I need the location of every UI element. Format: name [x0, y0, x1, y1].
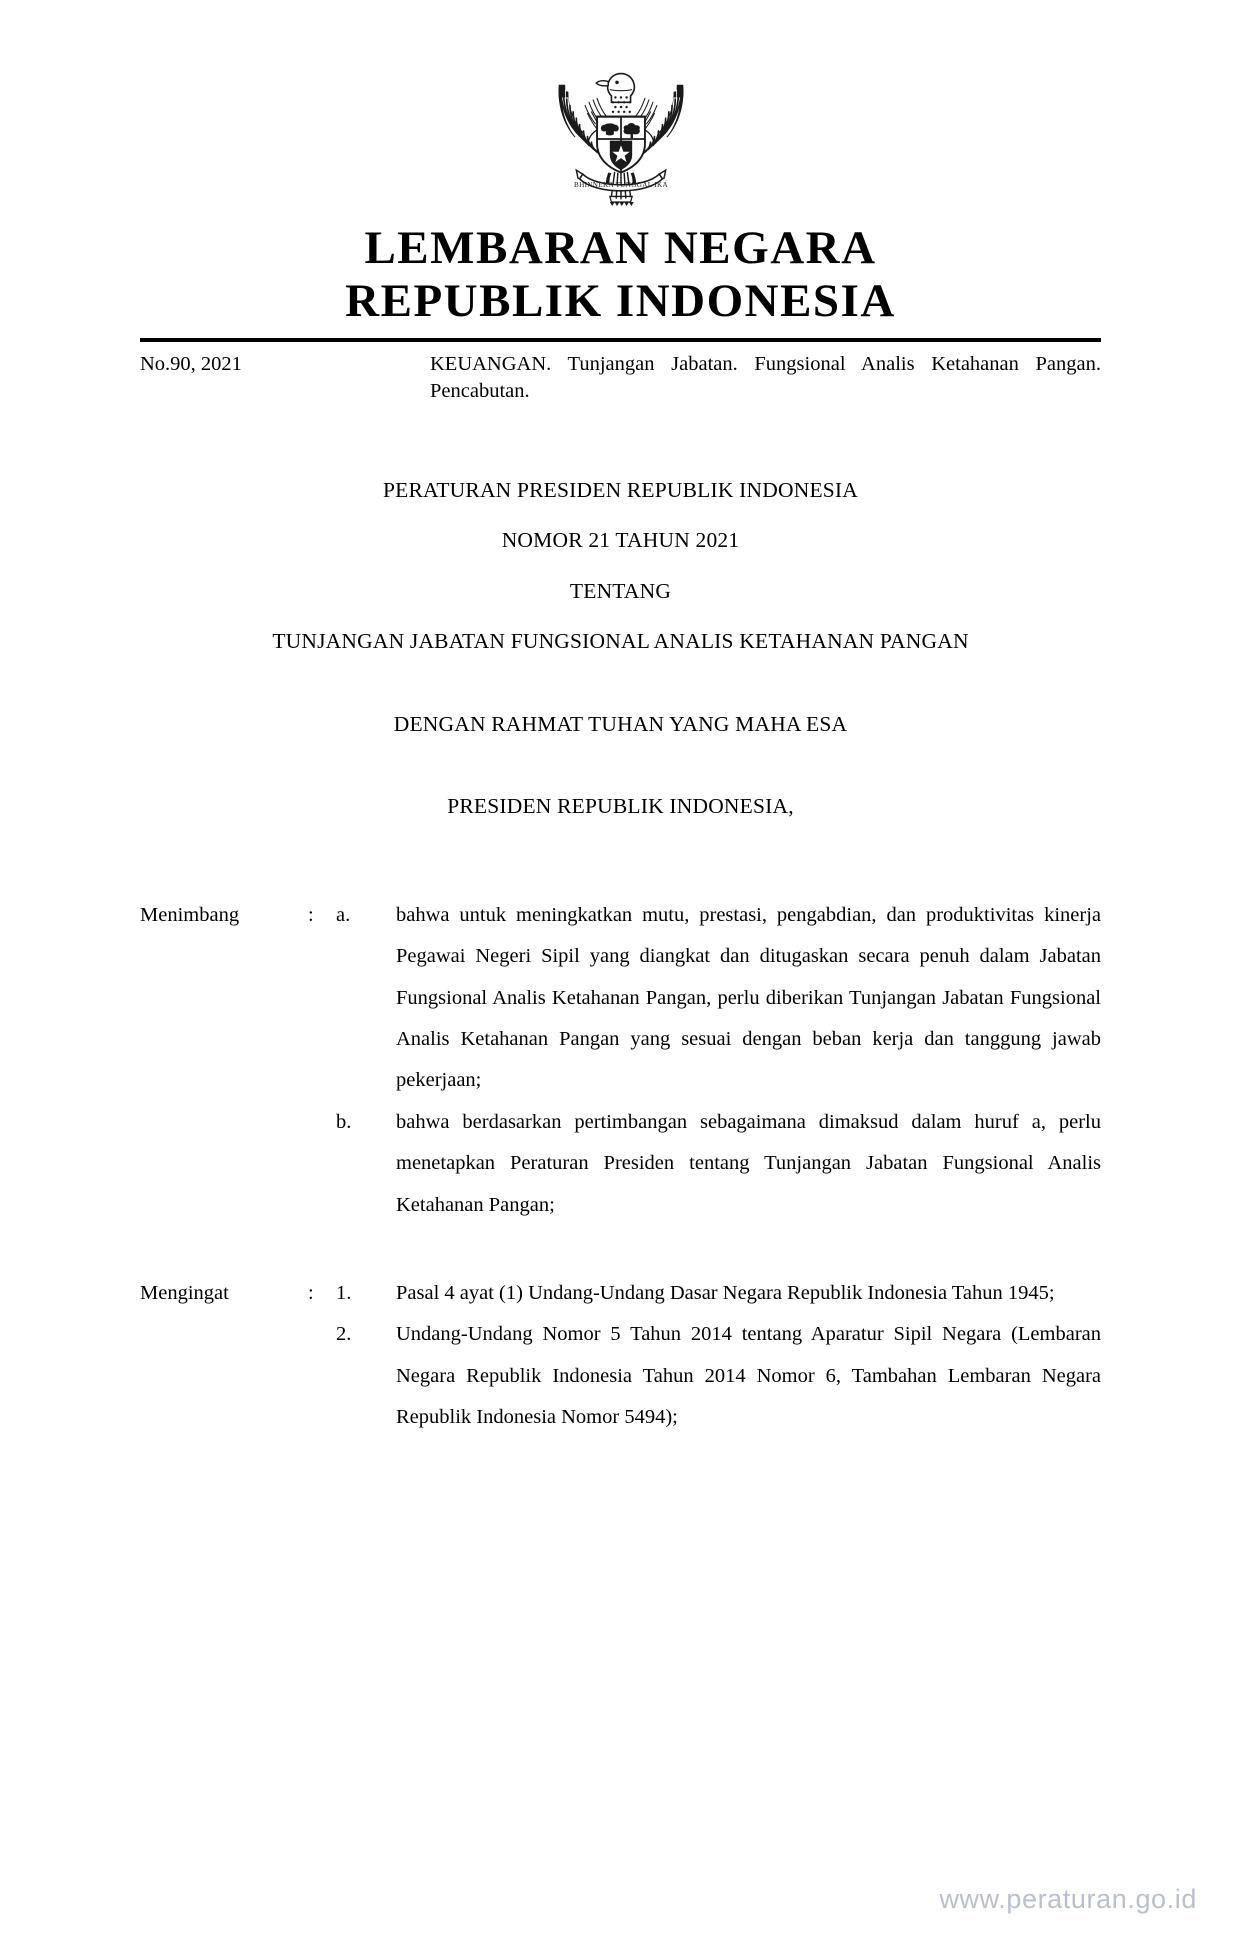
title-spacer-two	[0, 764, 1241, 796]
list-item	[336, 1273, 1101, 1314]
list-item	[336, 1102, 1101, 1226]
issue-number: No.90, 2021	[140, 353, 242, 376]
masthead-line-1: LEMBARAN NEGARA	[364, 222, 877, 274]
header-divider	[140, 338, 1101, 342]
list-item	[336, 895, 1101, 1102]
title-line-presiden: PRESIDEN REPUBLIK INDONESIA,	[447, 794, 794, 819]
item-marker-a: a.	[336, 903, 351, 926]
clause-label-mengingat: Mengingat	[140, 1281, 229, 1304]
item-marker-1: 1.	[336, 1281, 352, 1304]
item-text-1: Pasal 4 ayat (1) Undang-Undang Dasar Negara Republik Indonesia Tahun 1945;	[396, 1281, 1055, 1304]
clause-mengingat	[140, 1273, 1101, 1439]
clause-label-menimbang: Menimbang	[140, 903, 240, 926]
item-text-a: bahwa untuk meningkatkan mutu, prestasi, pengabdian, dan produktivitas kinerja Pegawai Negeri Sipil yang diangkat dan ditugaskan secara penuh dalam Jabatan Fungsional Analis Ketahanan Pangan, perlu diberikan Tunjangan Jabatan Fungsional Analis Ketahanan Pangan yang sesuai dengan beban kerja dan tanggung jawab pekerjaan;	[396, 903, 1101, 1092]
masthead-line-2: REPUBLIK INDONESIA	[345, 275, 896, 328]
masthead	[0, 0, 1241, 328]
list-item	[336, 1314, 1101, 1438]
item-text-2: Undang-Undang Nomor 5 Tahun 2014 tentang Aparatur Sipil Negara (Lembaran Negara Republik Indonesia Tahun 2014 Nomor 6, Tambahan Lembaran Negara Republik Indonesia Nomor 5494);	[396, 1323, 1101, 1429]
clause-colon-mengingat: :	[308, 1281, 314, 1304]
site-watermark: www.peraturan.go.id	[939, 1884, 1197, 1914]
issue-header	[140, 351, 1101, 406]
clause-colon-menimbang: :	[308, 903, 314, 926]
clause-menimbang	[140, 895, 1101, 1226]
clause-items-menimbang	[336, 895, 1101, 1226]
title-line-rahmat: DENGAN RAHMAT TUHAN YANG MAHA ESA	[393, 711, 848, 736]
issue-subject: KEUANGAN. Tunjangan Jabatan. Fungsional Analis Ketahanan Pangan. Pencabutan.	[430, 353, 1101, 403]
svg-text:BHINNEKA TUNGGAL IKA: BHINNEKA TUNGGAL IKA	[573, 180, 668, 189]
regulation-title-block	[0, 477, 1241, 819]
title-spacer-one	[0, 682, 1241, 714]
title-line-tentang: TENTANG	[569, 578, 672, 603]
document-body	[140, 895, 1101, 1439]
clause-items-mengingat	[336, 1273, 1101, 1439]
garuda-pancasila-emblem	[541, 56, 701, 206]
item-marker-b: b.	[336, 1110, 352, 1133]
item-text-b: bahwa berdasarkan pertimbangan sebagaimana dimaksud dalam huruf a, perlu menetapkan Peraturan Presiden tentang Tunjangan Jabatan Fungsional Analis Ketahanan Pangan;	[396, 1110, 1101, 1216]
masthead-title	[0, 222, 1241, 328]
item-marker-2: 2.	[336, 1323, 352, 1346]
title-line-nomor: NOMOR 21 TAHUN 2021	[501, 528, 740, 553]
title-line-subject: TUNJANGAN JABATAN FUNGSIONAL ANALIS KETAHANAN PANGAN	[272, 629, 969, 654]
title-line-peraturan: PERATURAN PRESIDEN REPUBLIK INDONESIA	[382, 477, 859, 502]
